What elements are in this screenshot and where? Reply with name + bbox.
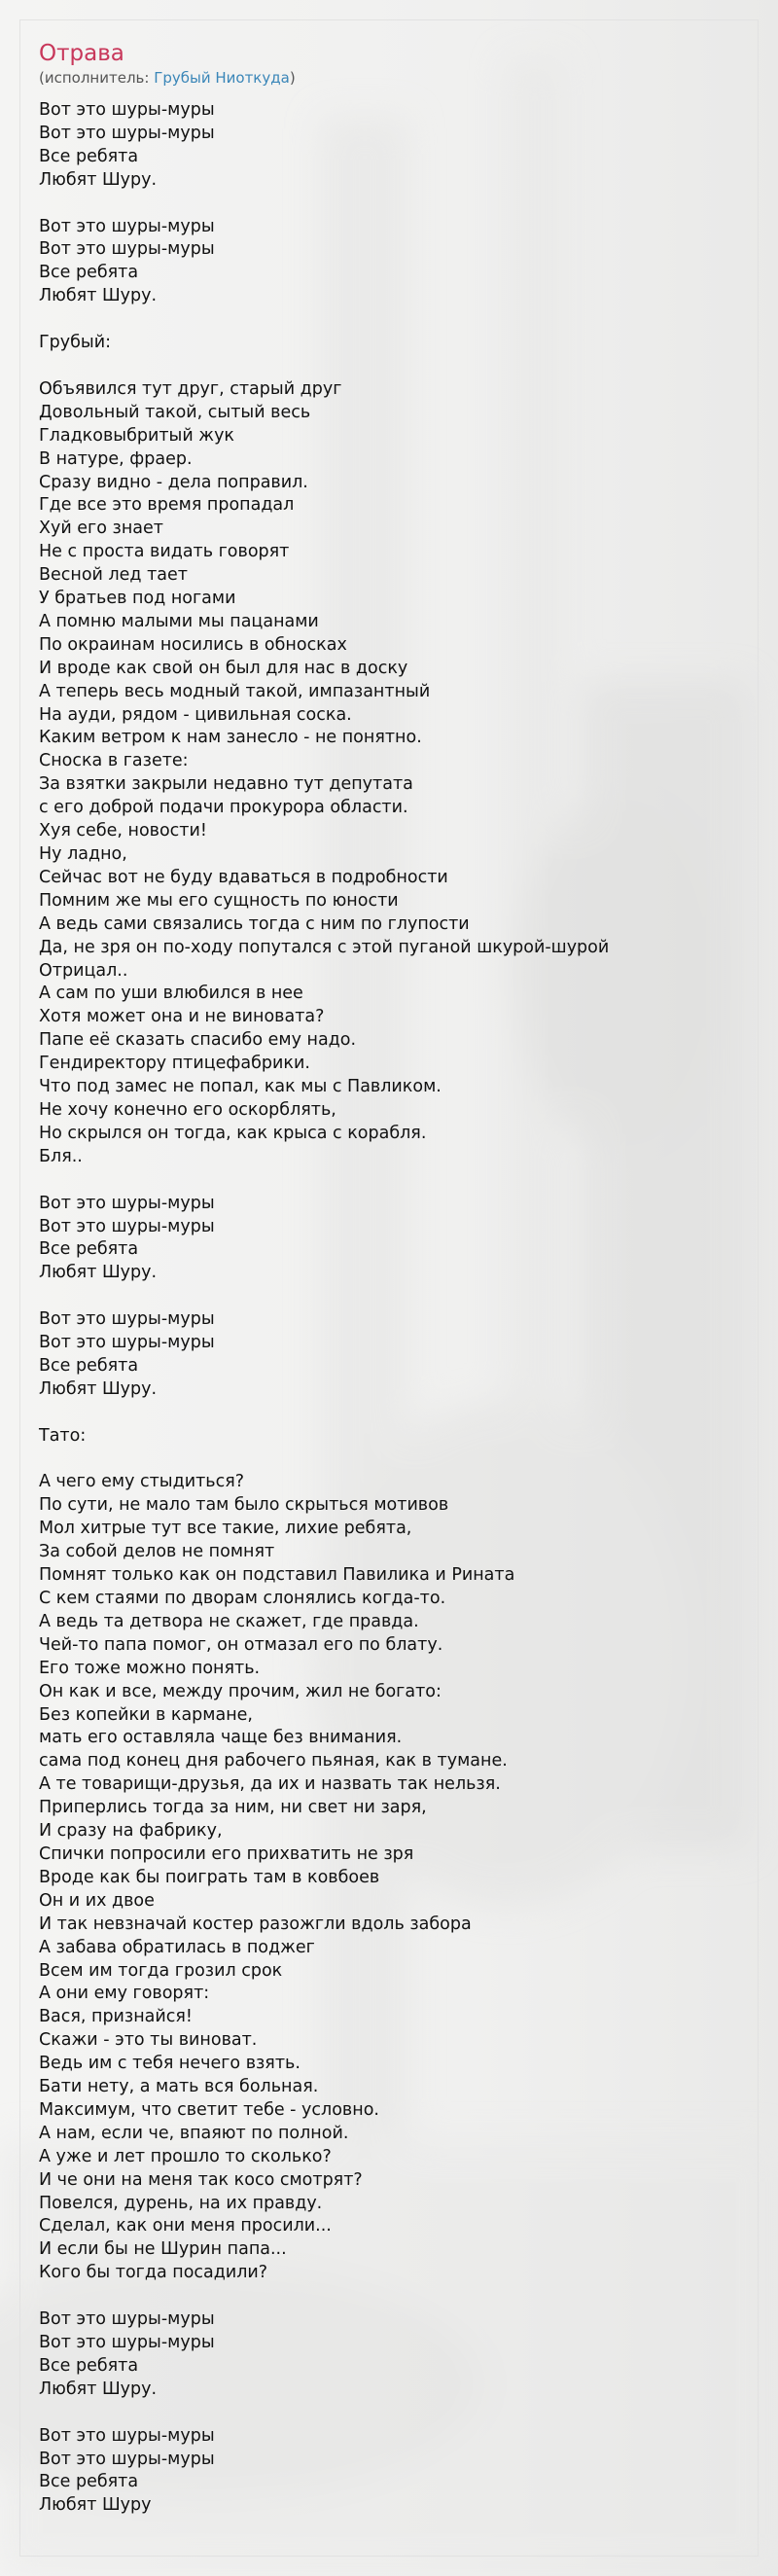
lyric-line: Приперлись тогда за ним, ни свет ни заря, [39,1798,427,1818]
lyric-line: Скажи - это ты виноват. [39,2030,258,2051]
lyric-line: Всем им тогда грозил срок [39,1960,283,1981]
lyric-line: Его тоже можно понять. [39,1658,261,1678]
stanza-gap [39,1449,739,1472]
lyric-line: Гендиректору птицефабрики. [39,1054,310,1074]
lyric-line: Вот это шуры-муры [39,216,215,236]
lyric-line: Все ребята [39,1355,139,1376]
lyric-line: У братьев под ногами [39,589,236,609]
lyric-line: Вот это шуры-муры [39,2309,215,2330]
lyric-line: Объявился тут друг, старый друг [39,378,342,399]
lyric-line: В натуре, фраер. [39,448,193,469]
lyric-line: Любят Шуру. [39,286,158,306]
lyric-line: Вот это шуры-муры [39,2425,215,2446]
lyric-line: А они ему говорят: [39,1984,210,2004]
lyric-line: Вроде как бы поиграть там в ковбоев [39,1867,380,1887]
lyric-line: Он и их двое [39,1890,155,1911]
lyric-line: Отрицал.. [39,960,128,981]
lyric-line: А сам по уши влюбился в нее [39,984,303,1004]
lyric-line: Вот это шуры-муры [39,123,215,143]
lyric-line: По сути, не мало там было скрыться мотивов [39,1495,449,1516]
lyric-line: с его доброй подачи прокурора области. [39,798,408,818]
lyric-line: А те товарищи-друзья, да их и назвать так нельзя. [39,1774,501,1795]
stanza-gap [39,2285,739,2308]
lyric-line: А помню малыми мы пацанами [39,611,319,631]
lyric-line: Тато: [39,1425,87,1446]
lyric-line: Хотя может она и не виновата? [39,1007,325,1027]
lyric-line: По окраинам носились в обносках [39,634,347,655]
lyric-line: Кого бы тогда посадили? [39,2263,268,2283]
lyric-line: Вот это шуры-муры [39,100,215,120]
lyric-line: Хуя себе, новости! [39,821,207,841]
lyric-line: Вот это шуры-муры [39,1309,215,1330]
lyric-line: Без копейки в кармане, [39,1704,253,1725]
stanza-gap [39,193,739,216]
stanza-gap [39,1169,739,1193]
artist-link[interactable]: Грубый Ниоткуда [154,69,290,87]
lyric-line: Любят Шуру. [39,169,158,190]
lyric-line: Бати нету, а мать вся больная. [39,2077,319,2097]
lyric-line: Где все это время пропадал [39,495,295,516]
lyric-line: Вася, признайся! [39,2007,193,2027]
lyric-line: Вот это шуры-муры [39,2449,215,2469]
lyrics-page [39,39,739,2518]
lyric-line: А нам, если че, впаяют по полной. [39,2123,349,2143]
lyric-line: Помним же мы его сущность по юности [39,890,399,911]
lyric-line: Спички попросили его прихватить не зря [39,1843,414,1864]
lyric-line: А уже и лет прошло то сколько? [39,2146,332,2166]
lyric-line: Максимум, что светит тебе - условно. [39,2099,379,2120]
lyric-line: За собой делов не помнят [39,1542,275,1562]
lyric-line: Грубый: [39,333,112,353]
lyric-line: Все ребята [39,146,139,166]
stanza-gap [39,2402,739,2425]
lyric-line: Бля.. [39,1146,83,1166]
lyrics-text [39,99,739,2518]
lyric-line: Чей-то папа помог, он отмазал его по блату. [39,1634,443,1655]
lyric-line: Что под замес не попал, как мы с Павликом. [39,1077,442,1097]
lyric-line: Все ребята [39,263,139,283]
lyric-line: А чего ему стыдиться? [39,1472,245,1492]
lyric-line: Помнят только как он подставил Павилика и Рината [39,1565,515,1586]
lyric-line: И так невзначай костер разожгли вдоль забора [39,1914,472,1934]
lyric-line: А забава обратилась в поджег [39,1937,315,1957]
lyric-line: мать его оставляла чаще без внимания. [39,1728,403,1748]
lyric-line: Любят Шуру. [39,1378,158,1399]
lyric-line: А ведь сами связались тогда с ним по глупости [39,913,470,934]
stanza-gap [39,355,739,378]
lyric-line: Любят Шуру [39,2495,152,2516]
lyric-line: Каким ветром к нам занесло - не понятно. [39,728,422,748]
lyric-line: Вот это шуры-муры [39,1216,215,1236]
lyric-line: Мол хитрые тут все такие, лихие ребята, [39,1519,412,1539]
lyric-line: Сноска в газете: [39,751,189,771]
lyric-line: На ауди, рядом - цивильная соска. [39,704,352,725]
lyric-line: Вот это шуры-муры [39,239,215,260]
performer-close: ) [289,69,296,87]
lyric-line: Все ребята [39,1239,139,1260]
lyric-line: Сделал, как они меня просили... [39,2216,332,2236]
lyric-line: Но скрылся он тогда, как крыса с корабля. [39,1123,427,1143]
lyric-line: За взятки закрыли недавно тут депутата [39,774,413,795]
lyric-line: С кем стаями по дворам слонялись когда-то. [39,1589,446,1608]
lyric-line: Сразу видно - дела поправил. [39,472,308,492]
lyric-line: А теперь весь модный такой, импазантный [39,681,431,701]
lyric-line: И вроде как свой он был для нас в доску [39,658,408,678]
stanza-gap [39,308,739,332]
lyric-line: Он как и все, между прочим, жил не богато: [39,1681,442,1701]
performer-line [39,68,739,88]
lyric-line: Довольный такой, сытый весь [39,402,311,422]
stanza-gap [39,1402,739,1425]
lyric-line: А ведь та детвора не скажет, где правда. [39,1611,419,1631]
lyric-line: Все ребята [39,2472,139,2492]
lyric-line: Сейчас вот не буду вдаваться в подробности [39,867,448,887]
lyric-line: Папе её сказать спасибо ему надо. [39,1030,357,1051]
lyric-line: сама под конец дня рабочего пьяная, как в тумане. [39,1751,508,1771]
lyric-line: Вот это шуры-муры [39,1193,215,1213]
lyric-line: Ведь им с тебя нечего взять. [39,2054,301,2074]
lyric-line: Не хочу конечно его оскорблять, [39,1099,336,1120]
lyric-line: Да, не зря он по-ходу попутался с этой пуганой шкурой-шурой [39,937,610,957]
lyric-line: Ну ладно, [39,844,127,864]
performer-label: (исполнитель: [39,69,155,87]
lyric-line: Гладковыбритый жук [39,425,235,446]
lyric-line: Весной лед тает [39,565,188,586]
lyric-line: Хуй его знает [39,519,163,539]
lyric-line: Вот это шуры-муры [39,2333,215,2352]
stanza-gap [39,1285,739,1308]
lyric-line: И если бы не Шурин папа... [39,2239,287,2260]
lyric-line: Все ребята [39,2355,139,2376]
lyric-line: Вот это шуры-муры [39,1333,215,1353]
lyric-line: Не с проста видать говорят [39,542,290,562]
lyric-line: И сразу на фабрику, [39,1821,223,1842]
lyric-line: И че они на меня так косо смотрят? [39,2169,363,2190]
lyric-line: Любят Шуру. [39,1263,158,1283]
lyric-line: Любят Шуру. [39,2379,158,2399]
lyric-line: Повелся, дурень, на их правду. [39,2193,323,2213]
song-title: Отрава [39,41,124,66]
